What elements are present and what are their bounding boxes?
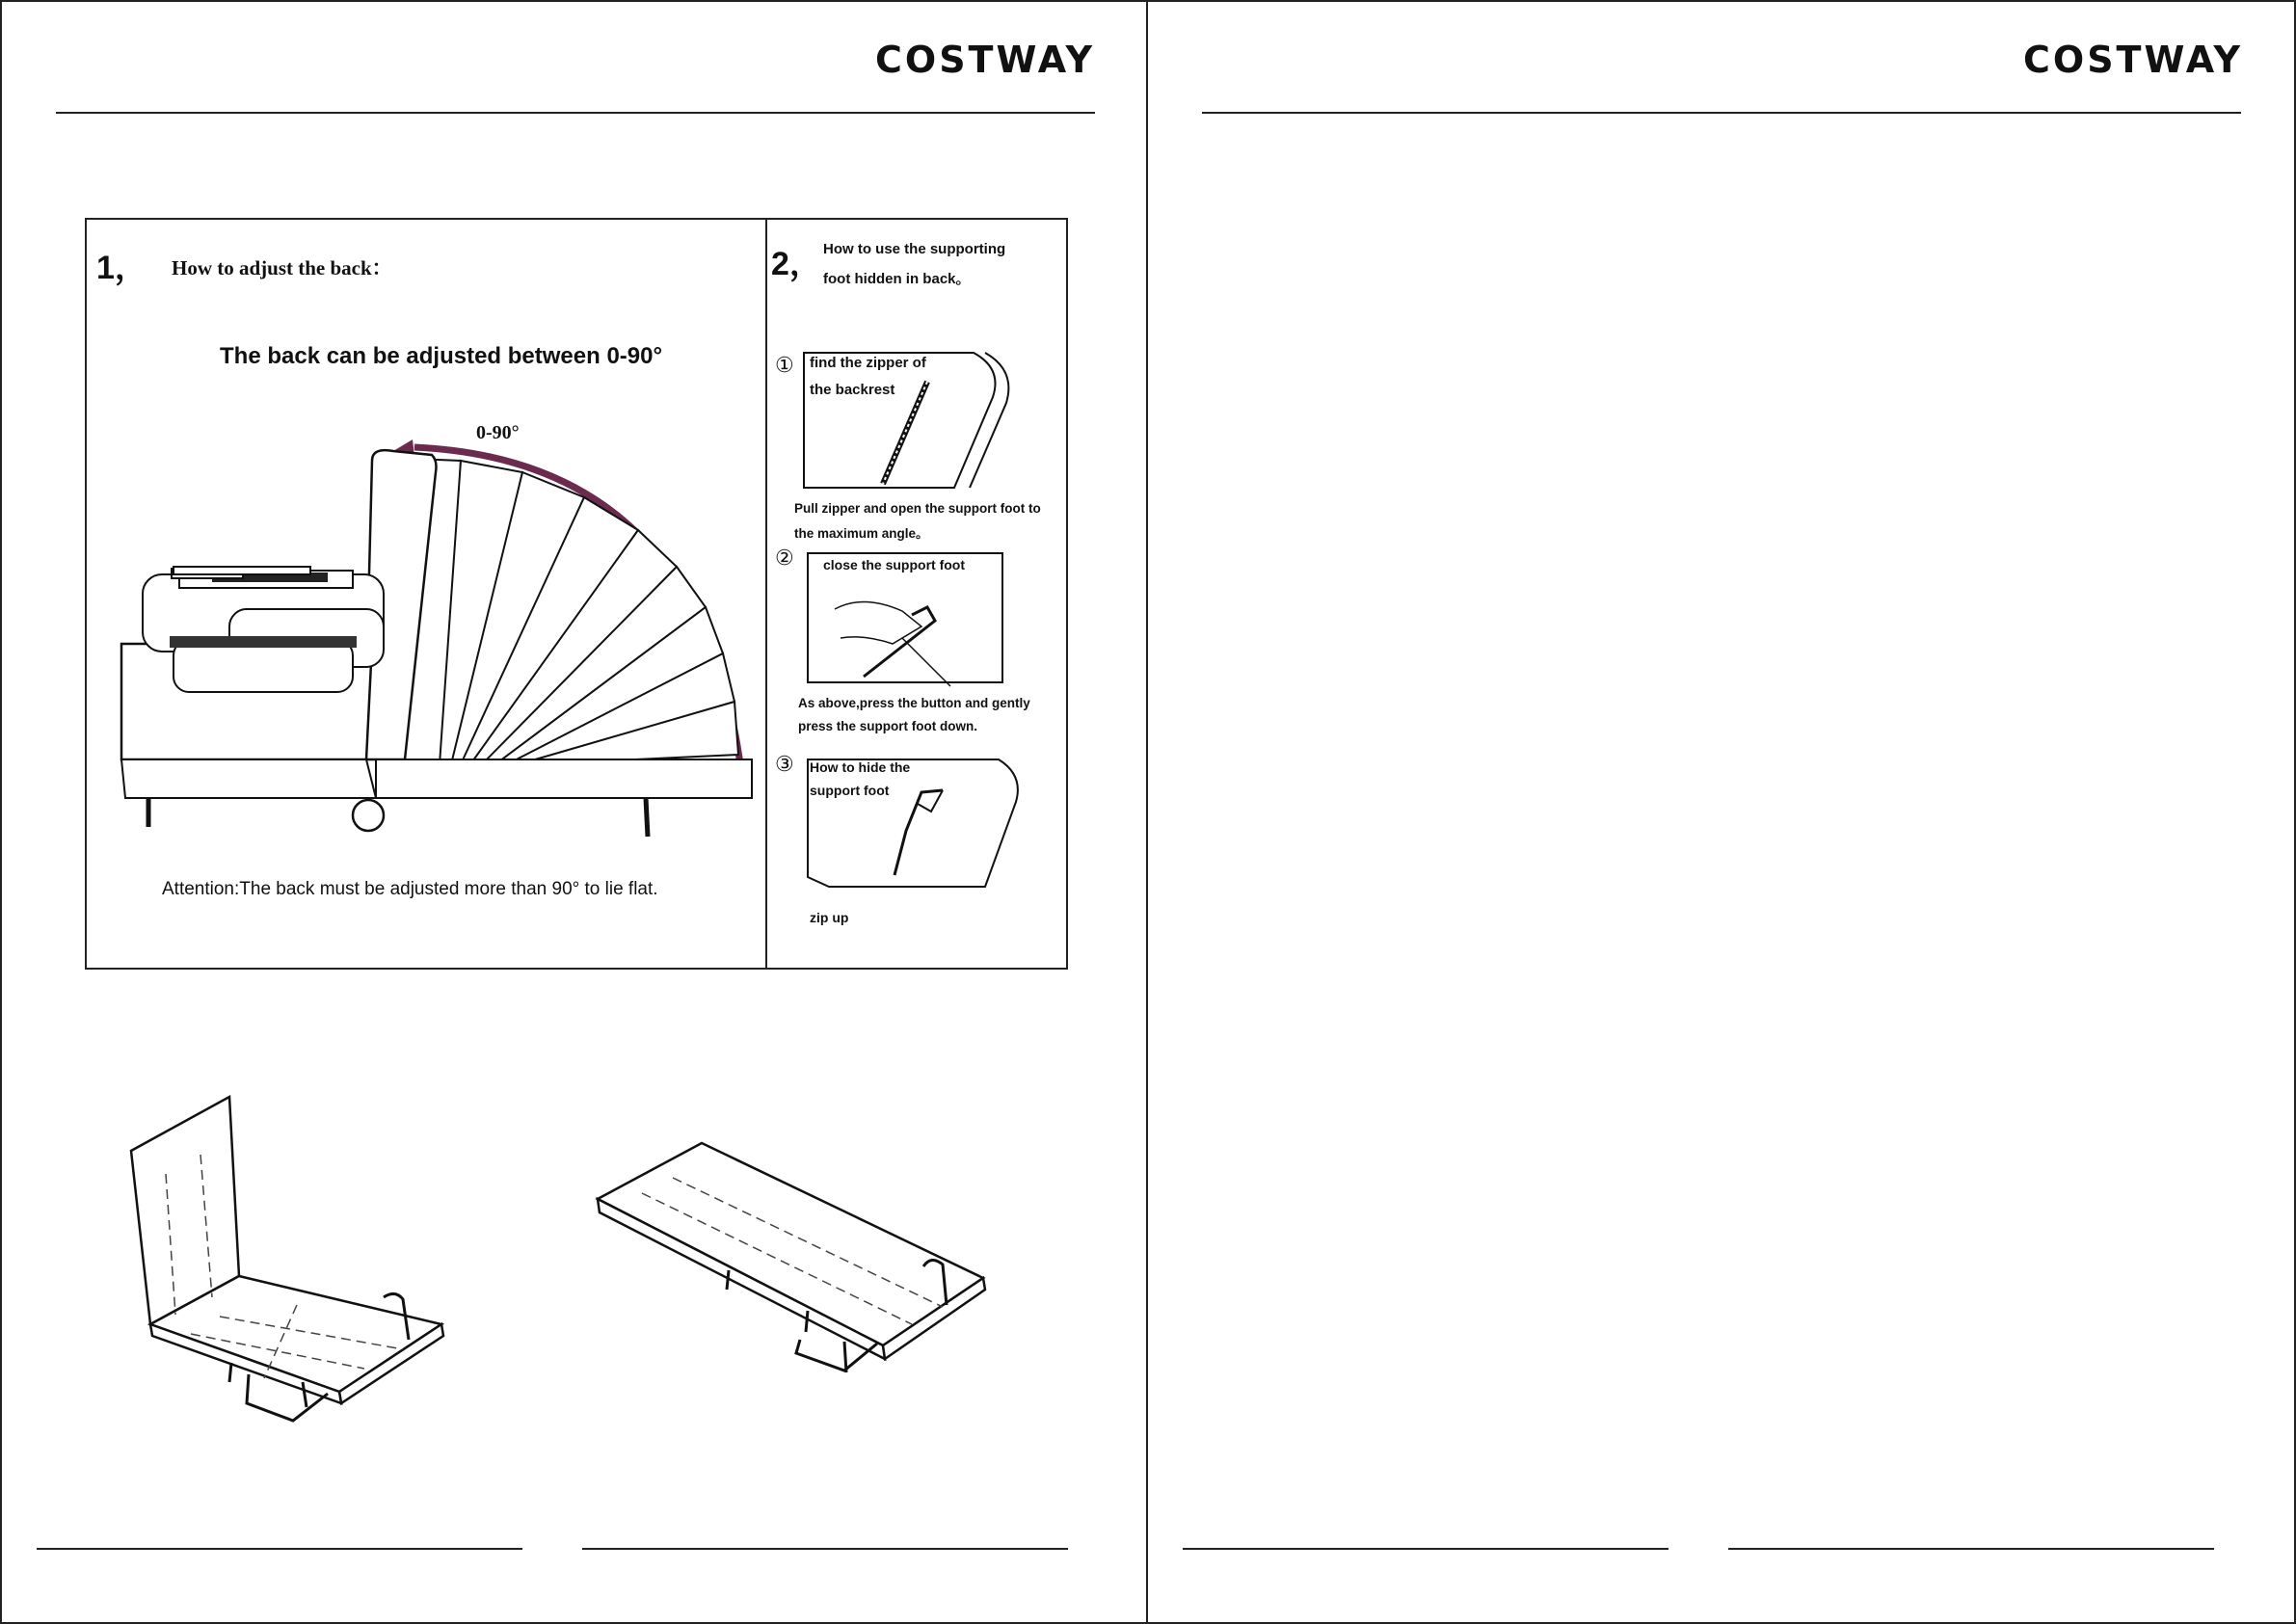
adjustable-sofa-illustration [87,220,765,972]
folding-bed-backrest-up-illustration [123,1093,451,1421]
attention-note: Attention:The back must be adjusted more than 90° to lie flat. [162,879,658,899]
step2-caption-line1: As above,press the button and gently [798,696,1030,710]
close-support-foot-illustration [806,551,1004,686]
step3-label-line2: support foot [810,783,890,798]
instruction-panel [85,218,1068,970]
footer-rule-left [1183,1548,1669,1550]
footer-rule-left [37,1548,522,1550]
section1-headline: The back can be adjusted between 0-90° [220,343,663,369]
step2-label: close the support foot [823,557,965,572]
zipper-backrest-illustration [800,349,1031,493]
angle-label: 0-90° [476,422,520,443]
step1-marker: ① [775,353,794,377]
section2-title-line2: foot hidden in back。 [823,271,971,287]
section2-number: 2， [771,246,822,282]
right-page [1146,0,2296,1624]
footer-rule-right [1728,1548,2214,1550]
section1-title: How to adjust the back： [172,256,392,280]
header-rule [1202,112,2241,114]
step1-caption-line1: Pull zipper and open the support foot to [794,501,1041,516]
brand-logo: COSTWAY [875,39,1095,81]
hide-support-foot-illustration [806,758,1028,892]
step1-label-line2: the backrest [810,382,895,398]
step2-caption-line2: press the support foot down. [798,719,977,733]
step1-caption-line2: the maximum angle。 [794,526,929,541]
brand-logo: COSTWAY [2023,39,2243,81]
section1-number: 1， [96,250,147,286]
step3-caption: zip up [810,910,849,925]
panel-divider [765,220,767,968]
folding-bed-flat-illustration [594,1135,999,1405]
step3-marker: ③ [775,752,794,776]
footer-rule-right [582,1548,1068,1550]
header-rule [56,112,1095,114]
section2-title-line1: How to use the supporting [823,241,1006,257]
step3-label-line1: How to hide the [810,759,911,775]
step2-marker: ② [775,546,794,570]
step1-label-line1: find the zipper of [810,355,926,371]
